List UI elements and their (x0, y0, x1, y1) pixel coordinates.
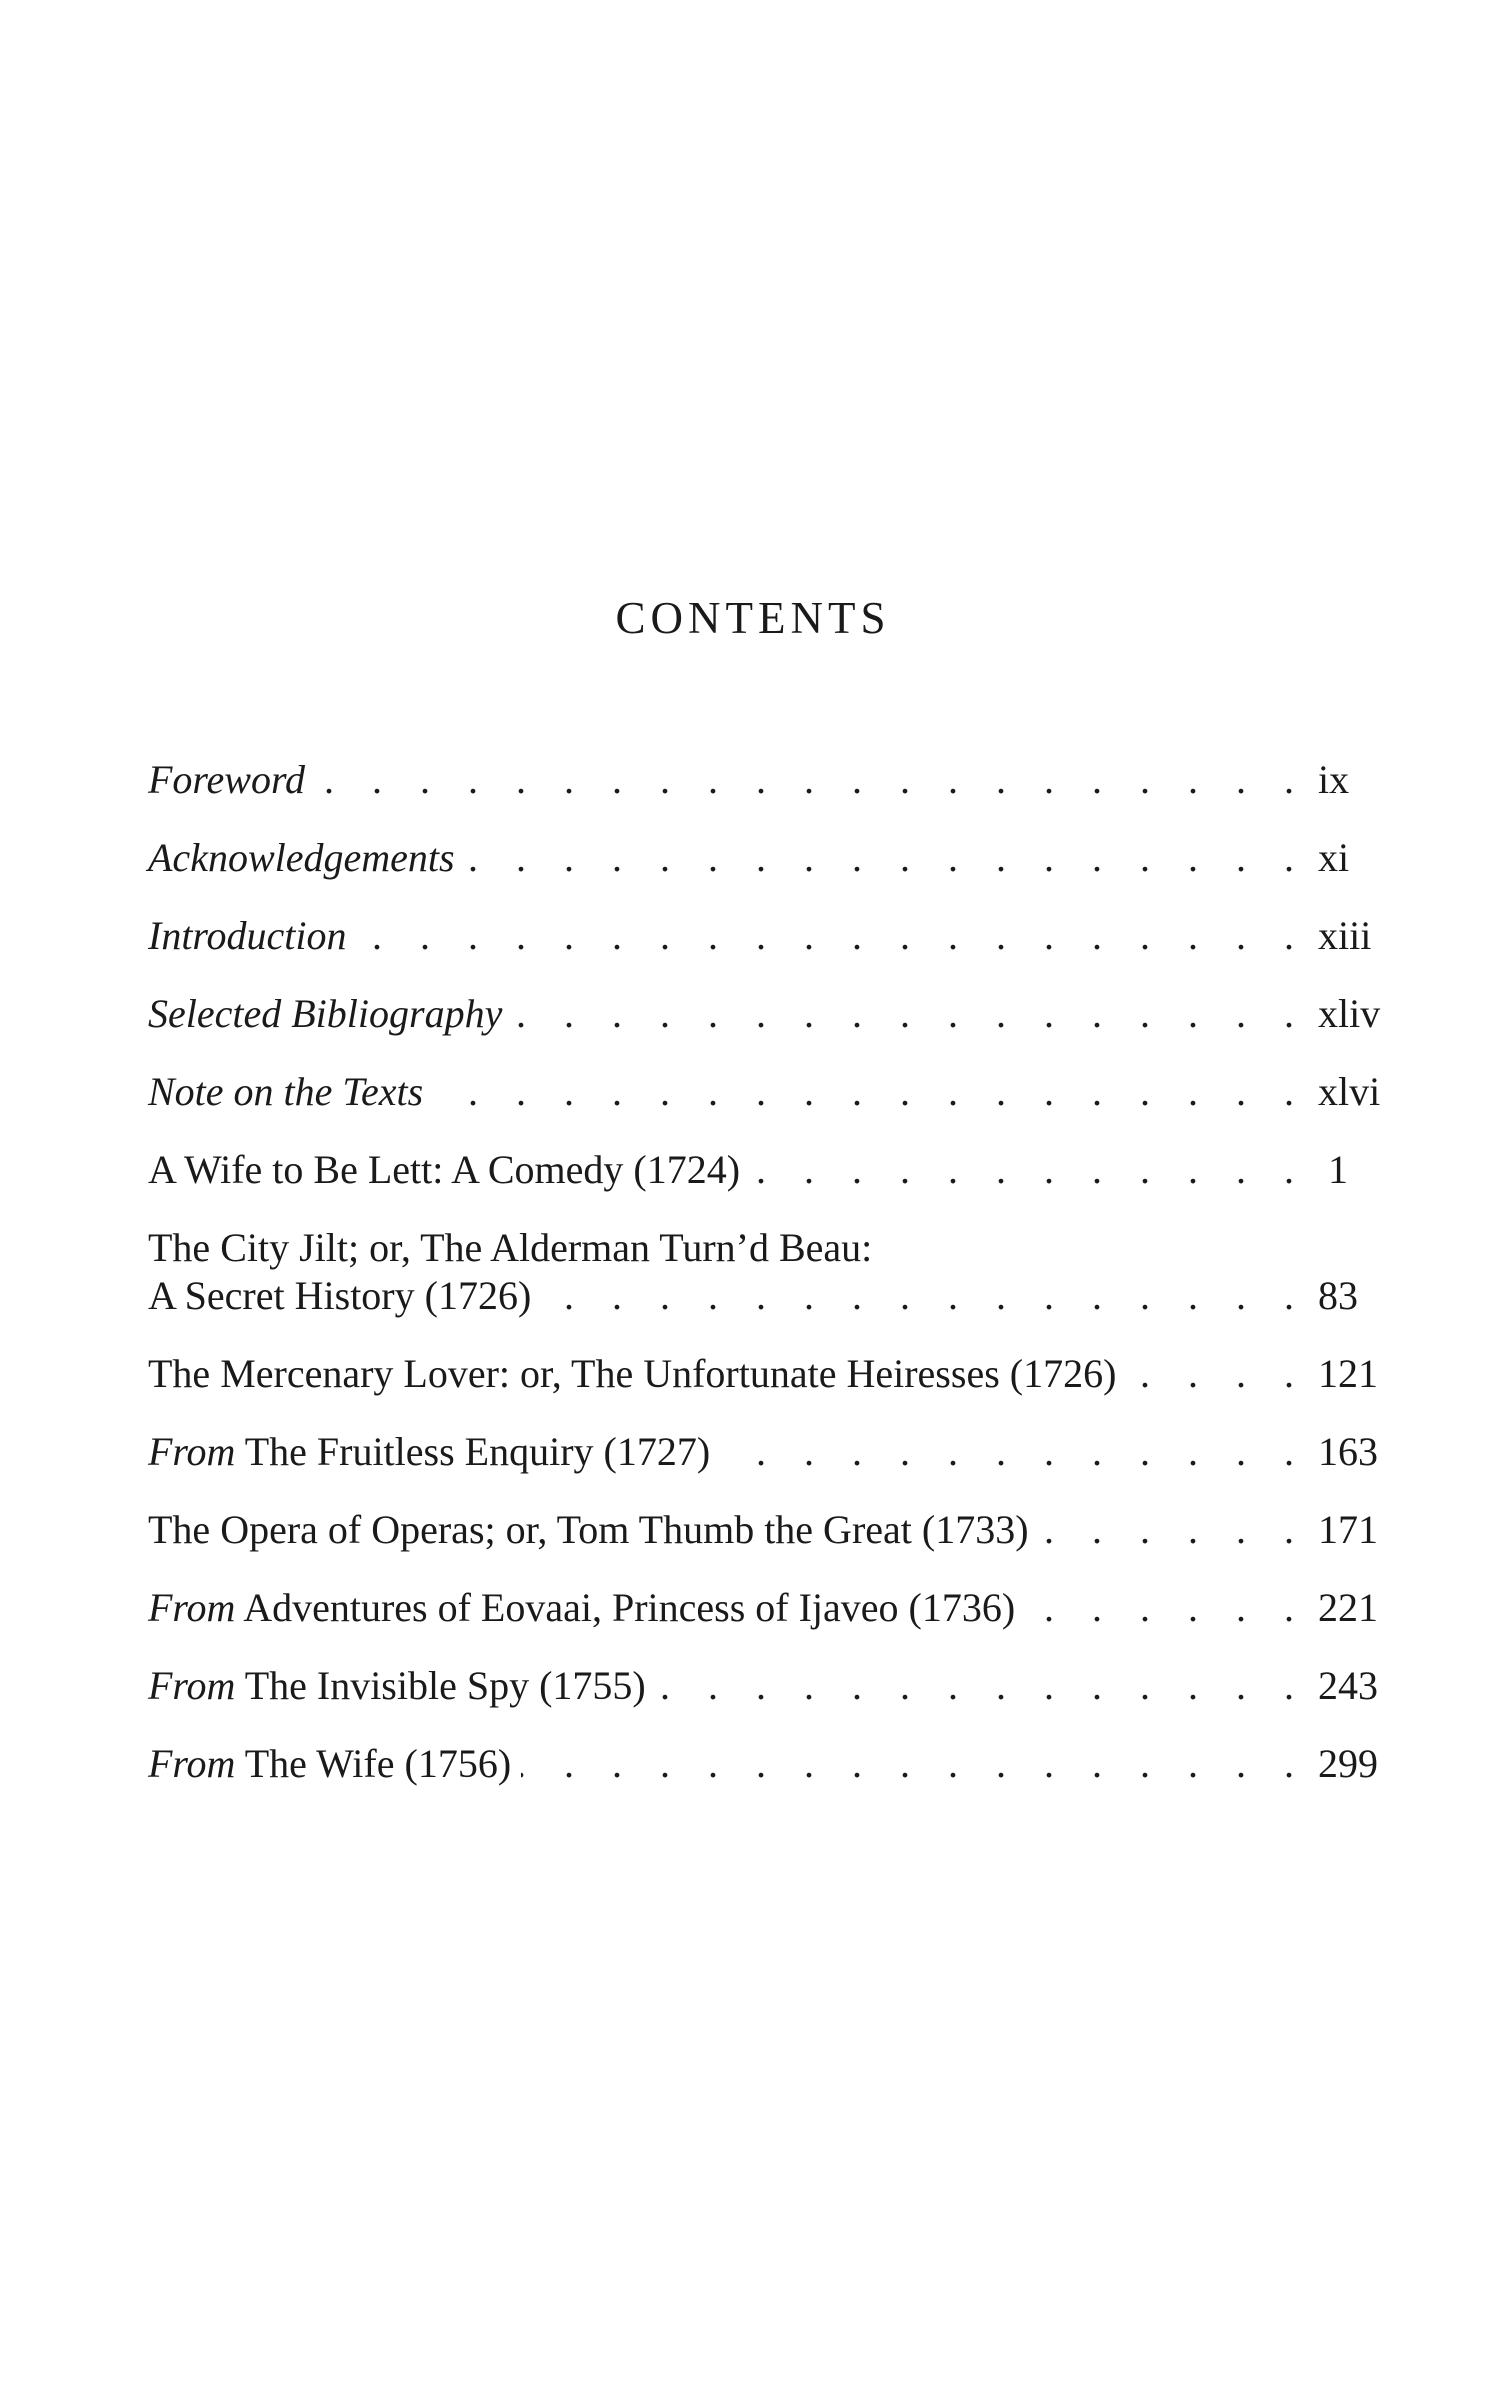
toc-entry-selected-bibliography[interactable] (148, 974, 1381, 1052)
toc-entry-page: ix (1318, 757, 1350, 802)
toc-entry-page: xliv (1318, 991, 1381, 1036)
toc-entry-acknowledgements[interactable] (148, 818, 1348, 896)
toc-entry-page: xi (1318, 835, 1350, 880)
table-of-contents (148, 740, 1381, 1802)
dot-leader (465, 834, 1308, 882)
toc-entry-title: Note on the Texts (148, 1069, 424, 1114)
dot-leader (541, 1272, 1308, 1320)
dot-leader (315, 756, 1308, 804)
toc-entry-page: 299 (1318, 1741, 1378, 1786)
toc-entry-title-wrap (148, 1662, 646, 1710)
toc-entry-page: 171 (1318, 1507, 1378, 1552)
toc-entry-page: 121 (1318, 1351, 1378, 1396)
toc-entry-title: Adventures of Eovaai, Princess of Ijaveo (1736) (243, 1585, 1016, 1630)
dot-leader (656, 1662, 1308, 1710)
toc-entry-title: Acknowledgements (148, 835, 455, 880)
dot-leader (1025, 1584, 1308, 1632)
toc-entry-invisible-spy[interactable] (148, 1646, 1378, 1724)
toc-entry-opera-of-operas[interactable] (148, 1490, 1378, 1568)
toc-entry-prefix: From (148, 1663, 236, 1708)
toc-entry-title-wrap (148, 1584, 1015, 1632)
toc-entry-foreword[interactable] (148, 740, 1348, 818)
dot-leader (750, 1146, 1308, 1194)
toc-entry-prefix: From (148, 1741, 236, 1786)
toc-entry-page: xlvi (1318, 1069, 1381, 1114)
toc-entry-title: The Opera of Operas; or, Tom Thumb the Great (1733) (148, 1507, 1029, 1552)
toc-entry-title: The Invisible Spy (1755) (244, 1663, 646, 1708)
dot-leader (357, 912, 1309, 960)
toc-entry-title-line2: A Secret History (1726) (148, 1273, 532, 1318)
toc-entry-title: Selected Bibliography (148, 991, 503, 1036)
page-title: CONTENTS (615, 593, 891, 643)
toc-entry-page: 163 (1318, 1429, 1378, 1474)
toc-entry-page: 221 (1318, 1585, 1378, 1630)
toc-entry-title: The Fruitless Enquiry (1727) (244, 1429, 711, 1474)
toc-entry-title: The Wife (1756) (244, 1741, 512, 1786)
toc-entry-the-wife[interactable] (148, 1724, 1378, 1802)
dot-leader (1039, 1506, 1308, 1554)
dot-leader (512, 990, 1308, 1038)
toc-entry-prefix: From (148, 1585, 236, 1630)
toc-entry-title-line1: The City Jilt; or, The Alderman Turn’d Beau: (148, 1225, 873, 1270)
toc-entry-title: A Wife to Be Lett: A Comedy (1724) (148, 1147, 741, 1192)
toc-entry-title: Foreword (148, 757, 306, 802)
toc-entry-fruitless-enquiry[interactable] (148, 1412, 1378, 1490)
toc-entry-page: xiii (1318, 913, 1372, 958)
toc-entry-note-on-texts[interactable] (148, 1052, 1381, 1130)
dot-leader (1126, 1350, 1308, 1398)
toc-entry-prefix: From (148, 1429, 236, 1474)
dot-leader (720, 1428, 1308, 1476)
dot-leader (433, 1068, 1308, 1116)
toc-entry-city-jilt[interactable] (148, 1208, 1358, 1334)
toc-entry-title-wrap (148, 1428, 710, 1476)
toc-entry-page: 83 (1318, 1273, 1358, 1318)
toc-entry-title-wrap (148, 1740, 511, 1788)
toc-entry-page: 1 (1328, 1147, 1348, 1192)
toc-entry-adventures-of-eovaai[interactable] (148, 1568, 1378, 1646)
toc-entry-wife-to-be-lett[interactable] (148, 1130, 1348, 1208)
toc-entry-title: The Mercenary Lover: or, The Unfortunate Heiresses (1726) (148, 1351, 1117, 1396)
toc-entry-mercenary-lover[interactable] (148, 1334, 1378, 1412)
toc-entry-introduction[interactable] (148, 896, 1372, 974)
dot-leader (521, 1740, 1308, 1788)
toc-entry-page: 243 (1318, 1663, 1378, 1708)
toc-entry-second-line (148, 1272, 1358, 1320)
toc-entry-title: Introduction (148, 913, 347, 958)
